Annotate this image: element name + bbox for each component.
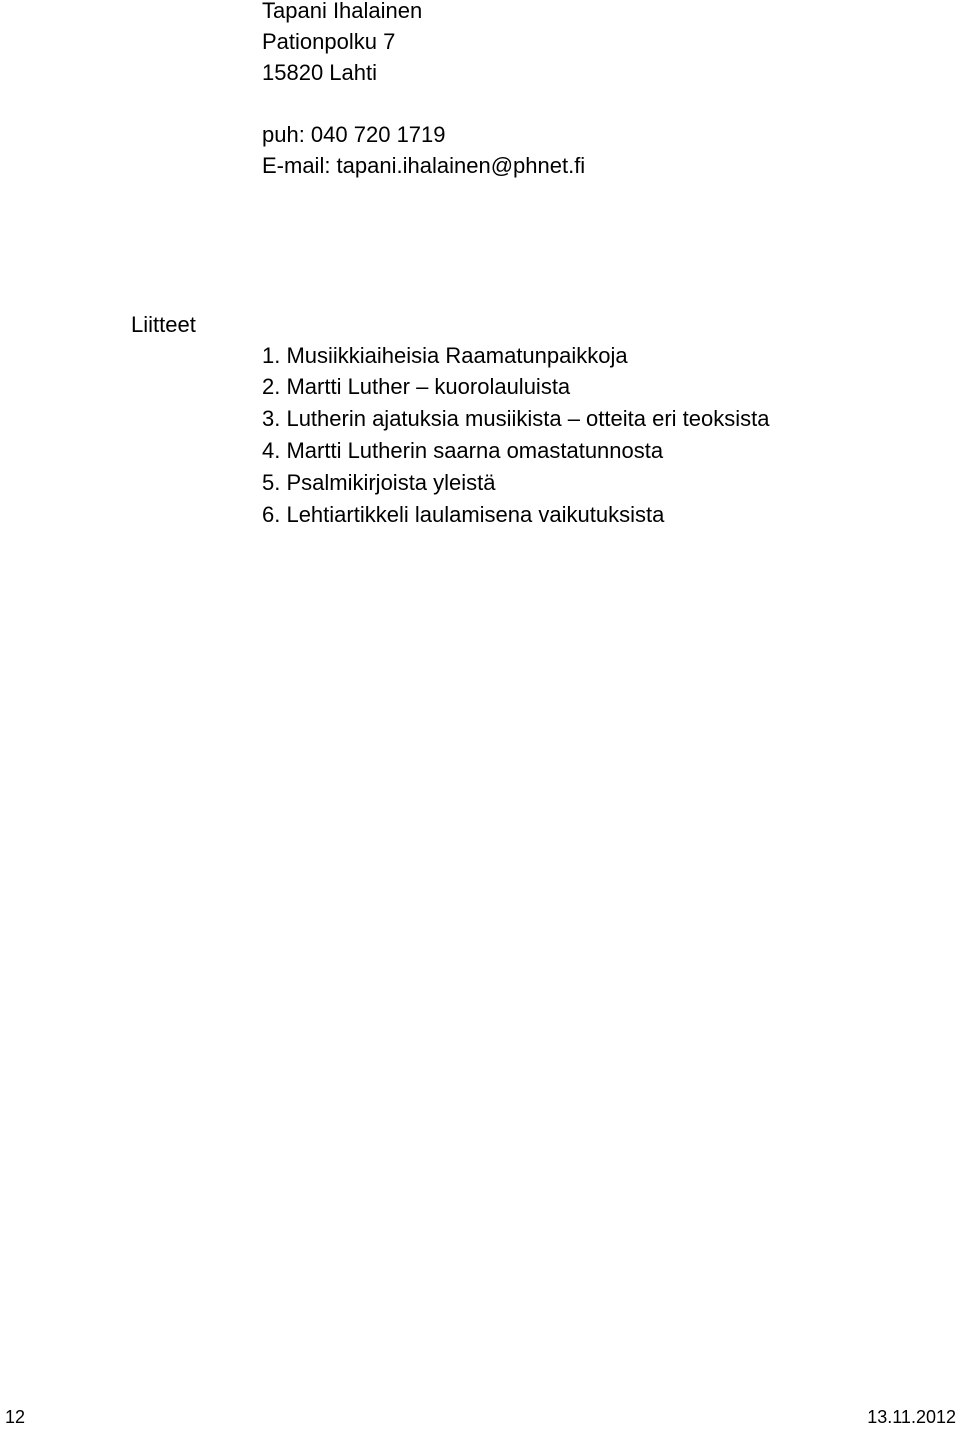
sender-street: Pationpolku 7 (262, 29, 396, 54)
sender-email: E-mail: tapani.ihalainen@phnet.fi (262, 153, 586, 178)
attachment-item: 1. Musiikkiaiheisia Raamatunpaikkoja (262, 343, 628, 368)
attachment-item: 4. Martti Lutherin saarna omastatunnosta (262, 438, 664, 463)
sender-phone: puh: 040 720 1719 (262, 122, 446, 147)
footer-date: 13.11.2012 (867, 1407, 956, 1427)
attachment-item: 3. Lutherin ajatuksia musiikista – otteita eri teoksista (262, 406, 770, 431)
sender-name: Tapani Ihalainen (262, 0, 423, 23)
attachment-item: 2. Martti Luther – kuorolauluista (262, 374, 571, 399)
attachment-item: 5. Psalmikirjoista yleistä (262, 470, 496, 495)
attachments-heading: Liitteet (131, 312, 196, 337)
attachment-item: 6. Lehtiartikkeli laulamisena vaikutuksista (262, 502, 665, 527)
sender-postal-city: 15820 Lahti (262, 60, 377, 85)
page-number: 12 (5, 1407, 26, 1427)
